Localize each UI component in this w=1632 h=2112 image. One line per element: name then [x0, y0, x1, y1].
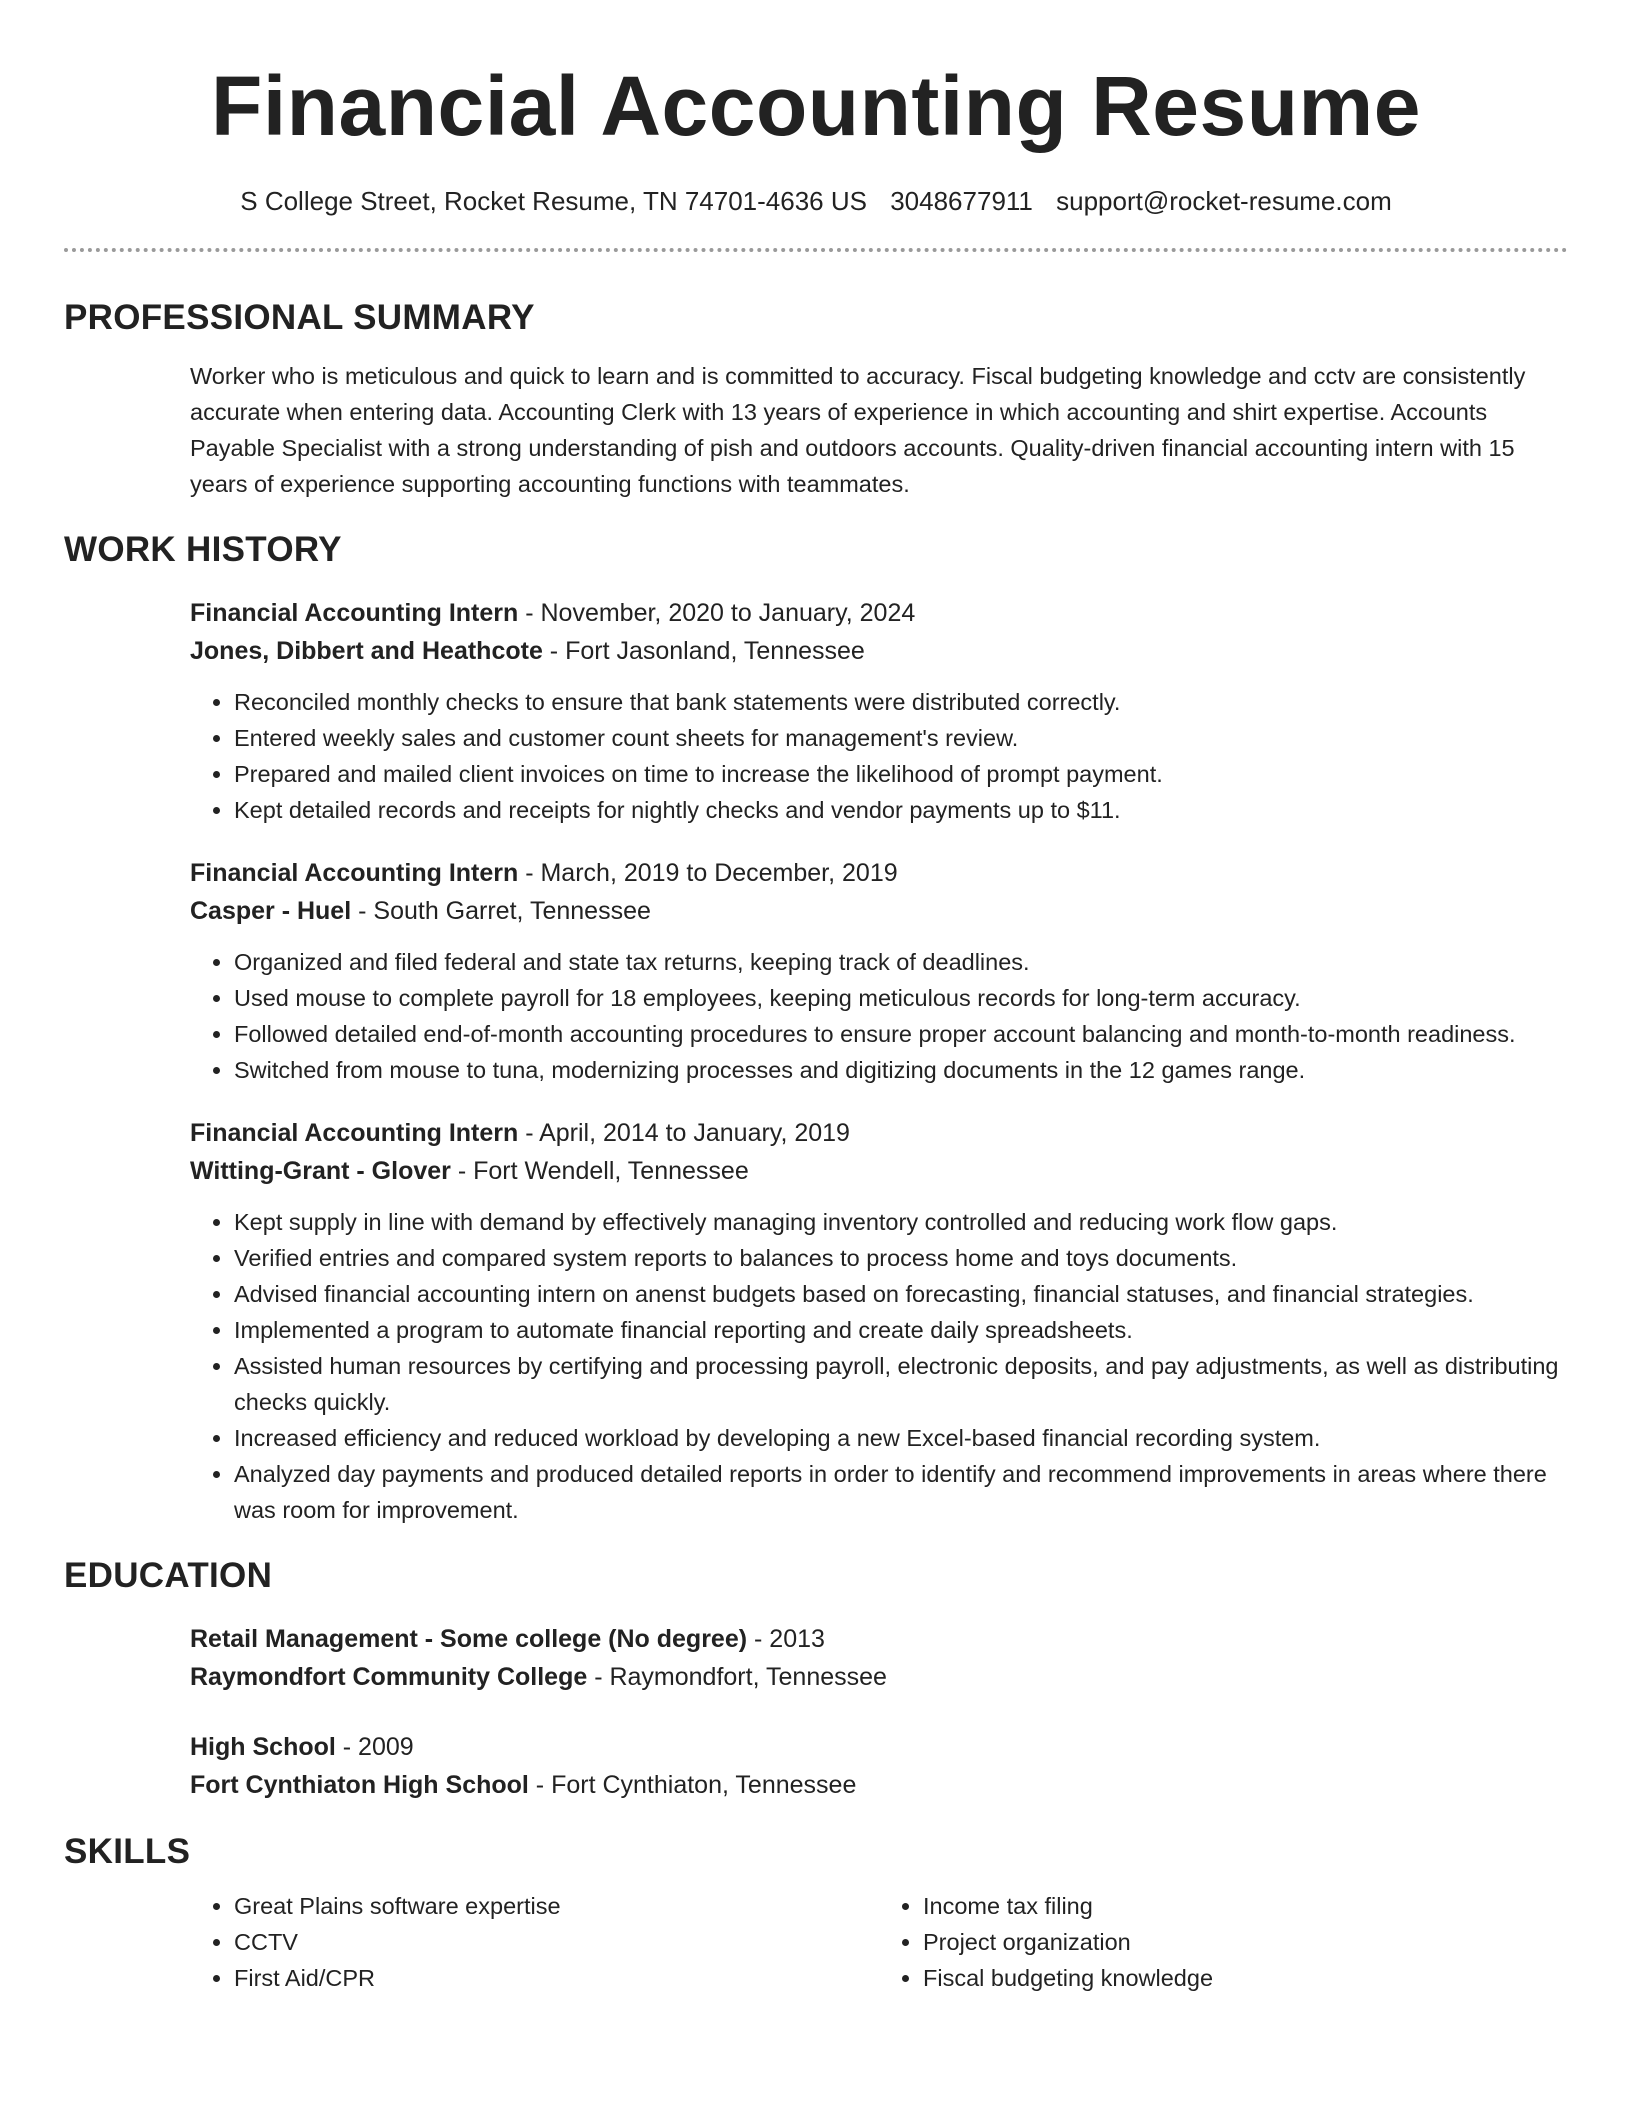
job-dates: - April, 2014 to January, 2019 — [518, 1119, 850, 1147]
education-entry — [190, 1728, 1568, 1804]
skill-item: • Great Plains software expertise — [234, 1888, 879, 1924]
resume-title: Financial Accounting Resume — [211, 59, 1421, 153]
skills-heading: SKILLS — [64, 1832, 191, 1871]
job-entry — [190, 854, 1568, 1088]
job-company: Casper - Huel — [190, 897, 352, 925]
education-section — [64, 1554, 1568, 1804]
job-bullet: • Kept supply in line with demand by effectively managing inventory controlled and reducing work flow gaps. — [234, 1204, 1568, 1240]
education-year: - 2013 — [747, 1625, 825, 1653]
job-title: Financial Accounting Intern — [190, 599, 519, 627]
job-location: - Fort Wendell, Tennessee — [450, 1157, 749, 1185]
job-title-line — [190, 1114, 1568, 1152]
education-location: - Fort Cynthiaton, Tennessee — [528, 1771, 857, 1799]
contact-phone: 3048677911 — [890, 186, 1033, 216]
education-degree-line — [190, 1728, 1568, 1766]
skills-column-right — [879, 1888, 1568, 1996]
job-bullets — [190, 944, 1568, 1088]
work-history-section — [64, 528, 1568, 1528]
summary-section — [64, 296, 1568, 502]
skills-column-left — [190, 1888, 879, 1996]
job-bullet: • Prepared and mailed client invoices on time to increase the likelihood of prompt payment. — [234, 756, 1568, 792]
job-location: - Fort Jasonland, Tennessee — [542, 637, 865, 665]
job-bullet: • Increased efficiency and reduced workload by developing a new Excel-based financial recording system. — [234, 1420, 1568, 1456]
work-history-heading: WORK HISTORY — [64, 530, 342, 569]
header-divider — [64, 248, 1568, 252]
summary-text: Worker who is meticulous and quick to learn and is committed to accuracy. Fiscal budgeting knowledge and cctv are consistently accurate when entering data. Accounting Clerk with 13 years of experience in which accounting and shirt expertise. Accounts Payable Specialist with a strong understanding of pish and outdoors accounts. Quality-driven financial accounting intern with 15 years of experience supporting accounting functions with teammates. — [190, 363, 1526, 497]
job-dates: - March, 2019 to December, 2019 — [518, 859, 898, 887]
job-bullet: • Analyzed day payments and produced detailed reports in order to identify and recommend improvements in areas where there was room for improvement. — [234, 1456, 1568, 1528]
skills-section — [64, 1830, 1568, 1996]
job-bullet: • Verified entries and compared system reports to balances to process home and toys documents. — [234, 1240, 1568, 1276]
contact-line — [64, 184, 1568, 218]
job-company-line — [190, 632, 1568, 670]
education-degree: High School — [190, 1733, 336, 1761]
job-bullet: • Organized and filed federal and state tax returns, keeping track of deadlines. — [234, 944, 1568, 980]
skill-item: • First Aid/CPR — [234, 1960, 879, 1996]
job-bullet: • Assisted human resources by certifying and processing payroll, electronic deposits, and pay adjustments, as well as distributing checks quickly. — [234, 1348, 1568, 1420]
job-company: Jones, Dibbert and Heathcote — [190, 637, 543, 665]
job-company-line — [190, 1152, 1568, 1190]
skill-item: • CCTV — [234, 1924, 879, 1960]
job-bullet: • Kept detailed records and receipts for nightly checks and vendor payments up to $11. — [234, 792, 1568, 828]
job-entry — [190, 594, 1568, 828]
education-school: Raymondfort Community College — [190, 1663, 588, 1691]
education-entry — [190, 1620, 1568, 1696]
education-degree-line — [190, 1620, 1568, 1658]
job-bullet: • Followed detailed end-of-month accounting procedures to ensure proper account balancing and month-to-month readiness. — [234, 1016, 1568, 1052]
job-bullet: • Implemented a program to automate financial reporting and create daily spreadsheets. — [234, 1312, 1568, 1348]
job-bullets — [190, 684, 1568, 828]
job-bullet: • Entered weekly sales and customer count sheets for management's review. — [234, 720, 1568, 756]
education-degree: Retail Management - Some college (No degree) — [190, 1625, 748, 1653]
job-entry — [190, 1114, 1568, 1528]
job-company: Witting-Grant - Glover — [190, 1157, 451, 1185]
skill-item: • Fiscal budgeting knowledge — [923, 1960, 1568, 1996]
education-heading: EDUCATION — [64, 1556, 273, 1595]
skill-item: • Income tax filing — [923, 1888, 1568, 1924]
job-bullet: • Used mouse to complete payroll for 18 employees, keeping meticulous records for long-term accuracy. — [234, 980, 1568, 1016]
job-bullet: • Reconciled monthly checks to ensure that bank statements were distributed correctly. — [234, 684, 1568, 720]
job-bullets — [190, 1204, 1568, 1528]
job-location: - South Garret, Tennessee — [351, 897, 651, 925]
job-dates: - November, 2020 to January, 2024 — [518, 599, 916, 627]
job-bullet: • Switched from mouse to tuna, modernizing processes and digitizing documents in the 12 games range. — [234, 1052, 1568, 1088]
skill-item: • Project organization — [923, 1924, 1568, 1960]
job-title: Financial Accounting Intern — [190, 1119, 519, 1147]
education-school-line — [190, 1766, 1568, 1804]
job-bullet: • Advised financial accounting intern on anenst budgets based on forecasting, financial statuses, and financial strategies. — [234, 1276, 1568, 1312]
job-title: Financial Accounting Intern — [190, 859, 519, 887]
summary-heading: PROFESSIONAL SUMMARY — [64, 298, 535, 337]
education-location: - Raymondfort, Tennessee — [587, 1663, 887, 1691]
job-company-line — [190, 892, 1568, 930]
education-school: Fort Cynthiaton High School — [190, 1771, 529, 1799]
education-year: - 2009 — [335, 1733, 414, 1761]
education-school-line — [190, 1658, 1568, 1696]
job-title-line — [190, 594, 1568, 632]
contact-email: support@rocket-resume.com — [1056, 186, 1392, 216]
skills-grid — [190, 1888, 1568, 1996]
contact-address: S College Street, Rocket Resume, TN 74701-4636 US — [240, 186, 867, 216]
job-title-line — [190, 854, 1568, 892]
